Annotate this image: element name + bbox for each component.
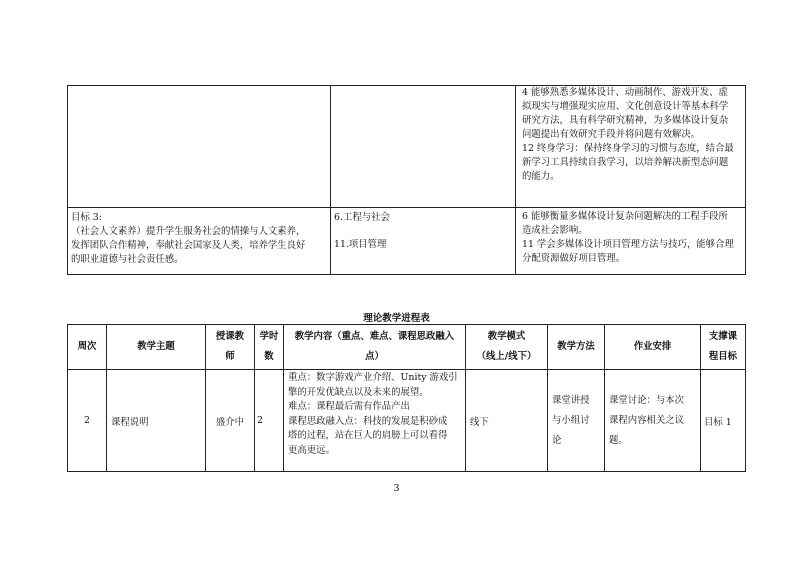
header-teacher — [206, 325, 255, 370]
content-line: 擎的开发优缺点以及未来的展望。 — [288, 386, 429, 398]
indicator-cell — [516, 86, 746, 208]
header-mode-line: （线上/线下） — [476, 351, 537, 362]
schedule-title: 理论教学进程表 — [363, 313, 430, 324]
header-content-line: 教学内容（重点、难点、课程思政融入 — [294, 331, 455, 342]
homework-line: 课堂讨论：与本次 — [609, 394, 685, 406]
header-goal-line: 程目标 — [708, 351, 738, 362]
objective-line: 发挥团队合作精神，奉献社会国家及人类，培养学生良好 — [71, 240, 306, 251]
indicator-line: 新学习工具持续自我学习，以培养解决新型态问题 — [522, 157, 729, 168]
method-line: 课堂讲授 — [552, 394, 590, 406]
goal-cell: 目标 1 — [701, 370, 746, 472]
requirement-cell — [331, 86, 516, 208]
header-goal-line: 支撑课 — [708, 331, 738, 342]
hours-cell: 2 — [255, 370, 284, 472]
header-hours-line: 学时 — [259, 331, 279, 342]
header-teacher-line: 师 — [225, 351, 235, 362]
header-content — [284, 325, 466, 370]
objectives-row — [68, 86, 746, 208]
week-cell: 2 — [68, 370, 107, 472]
page-number: 3 — [393, 483, 400, 494]
indicator-line: 研究方法，具有科学研究精神，为多媒体设计复杂 — [522, 115, 729, 126]
mode-cell: 线下 — [466, 370, 548, 472]
header-mode — [466, 325, 548, 370]
header-method: 教学方法 — [548, 325, 605, 370]
indicator-line: 11 学会多媒体设计项目管理方法与技巧，能够合理 — [522, 239, 734, 250]
header-content-line: 点） — [365, 351, 384, 362]
topic-cell: 课程说明 — [107, 370, 206, 472]
objective-cell — [68, 86, 331, 208]
objectives-table — [67, 85, 746, 275]
objective-line: 的职业道德与社会责任感。 — [71, 254, 184, 265]
header-homework: 作业安排 — [605, 325, 701, 370]
content-line: 重点：数字游戏产业介绍、Unity 游戏引 — [288, 372, 458, 383]
header-mode-line: 教学模式 — [487, 331, 526, 342]
teacher-cell: 盛介中 — [206, 370, 255, 472]
header-goal — [701, 325, 746, 370]
schedule-row — [68, 370, 746, 472]
content-line: 更高更远。 — [288, 444, 335, 456]
requirement-line: 11.项目管理 — [334, 239, 387, 250]
indicator-line: 问题提出有效研究手段并将问题有效解决。 — [522, 129, 701, 140]
homework-line: 课程内容相关之议 — [609, 414, 685, 426]
method-line: 与小组讨 — [552, 414, 590, 426]
header-week: 周次 — [68, 325, 107, 370]
content-line: 塔的过程，站在巨人的肩膀上可以看得 — [288, 430, 448, 441]
header-topic: 教学主题 — [107, 325, 206, 370]
objective-line: 目标 3: — [71, 212, 102, 223]
content-cell — [284, 370, 466, 472]
indicator-line: 4 能够熟悉多媒体设计、动画制作、游戏开发、虚 — [522, 87, 728, 98]
method-line: 论 — [552, 434, 562, 446]
schedule-table — [67, 324, 746, 472]
objective-cell — [68, 208, 331, 275]
header-hours — [255, 325, 284, 370]
content-line: 课程思政融入点：科技的发展是积砂成 — [288, 415, 448, 427]
content-line: 难点：课程最后需有作品产出 — [288, 401, 410, 412]
method-cell — [548, 370, 605, 472]
requirement-line: 6.工程与社会 — [334, 212, 390, 223]
requirement-spacer — [334, 225, 512, 238]
indicator-line: 6 能够衡量多媒体设计复杂问题解决的工程手段所 — [522, 211, 728, 222]
indicator-line: 分配资源做好项目管理。 — [522, 253, 626, 264]
objective-line: （社会人文素养）提升学生服务社会的情操与人文素养， — [71, 226, 306, 237]
homework-cell — [605, 370, 701, 472]
indicator-line: 的能力。 — [522, 171, 560, 182]
schedule-header-row — [68, 325, 746, 370]
indicator-line: 12 终身学习：保持终身学习的习惯与态度，结合最 — [522, 143, 734, 154]
indicator-line: 拟现实与增强现实应用、文化创意设计等基本科学 — [522, 101, 729, 112]
indicator-line: 造成社会影响。 — [522, 225, 588, 236]
homework-line: 题。 — [609, 434, 628, 446]
requirement-cell — [331, 208, 516, 275]
objectives-row — [68, 208, 746, 275]
header-hours-line: 数 — [264, 351, 274, 362]
indicator-cell — [516, 208, 746, 275]
header-teacher-line: 授课教 — [215, 331, 245, 342]
